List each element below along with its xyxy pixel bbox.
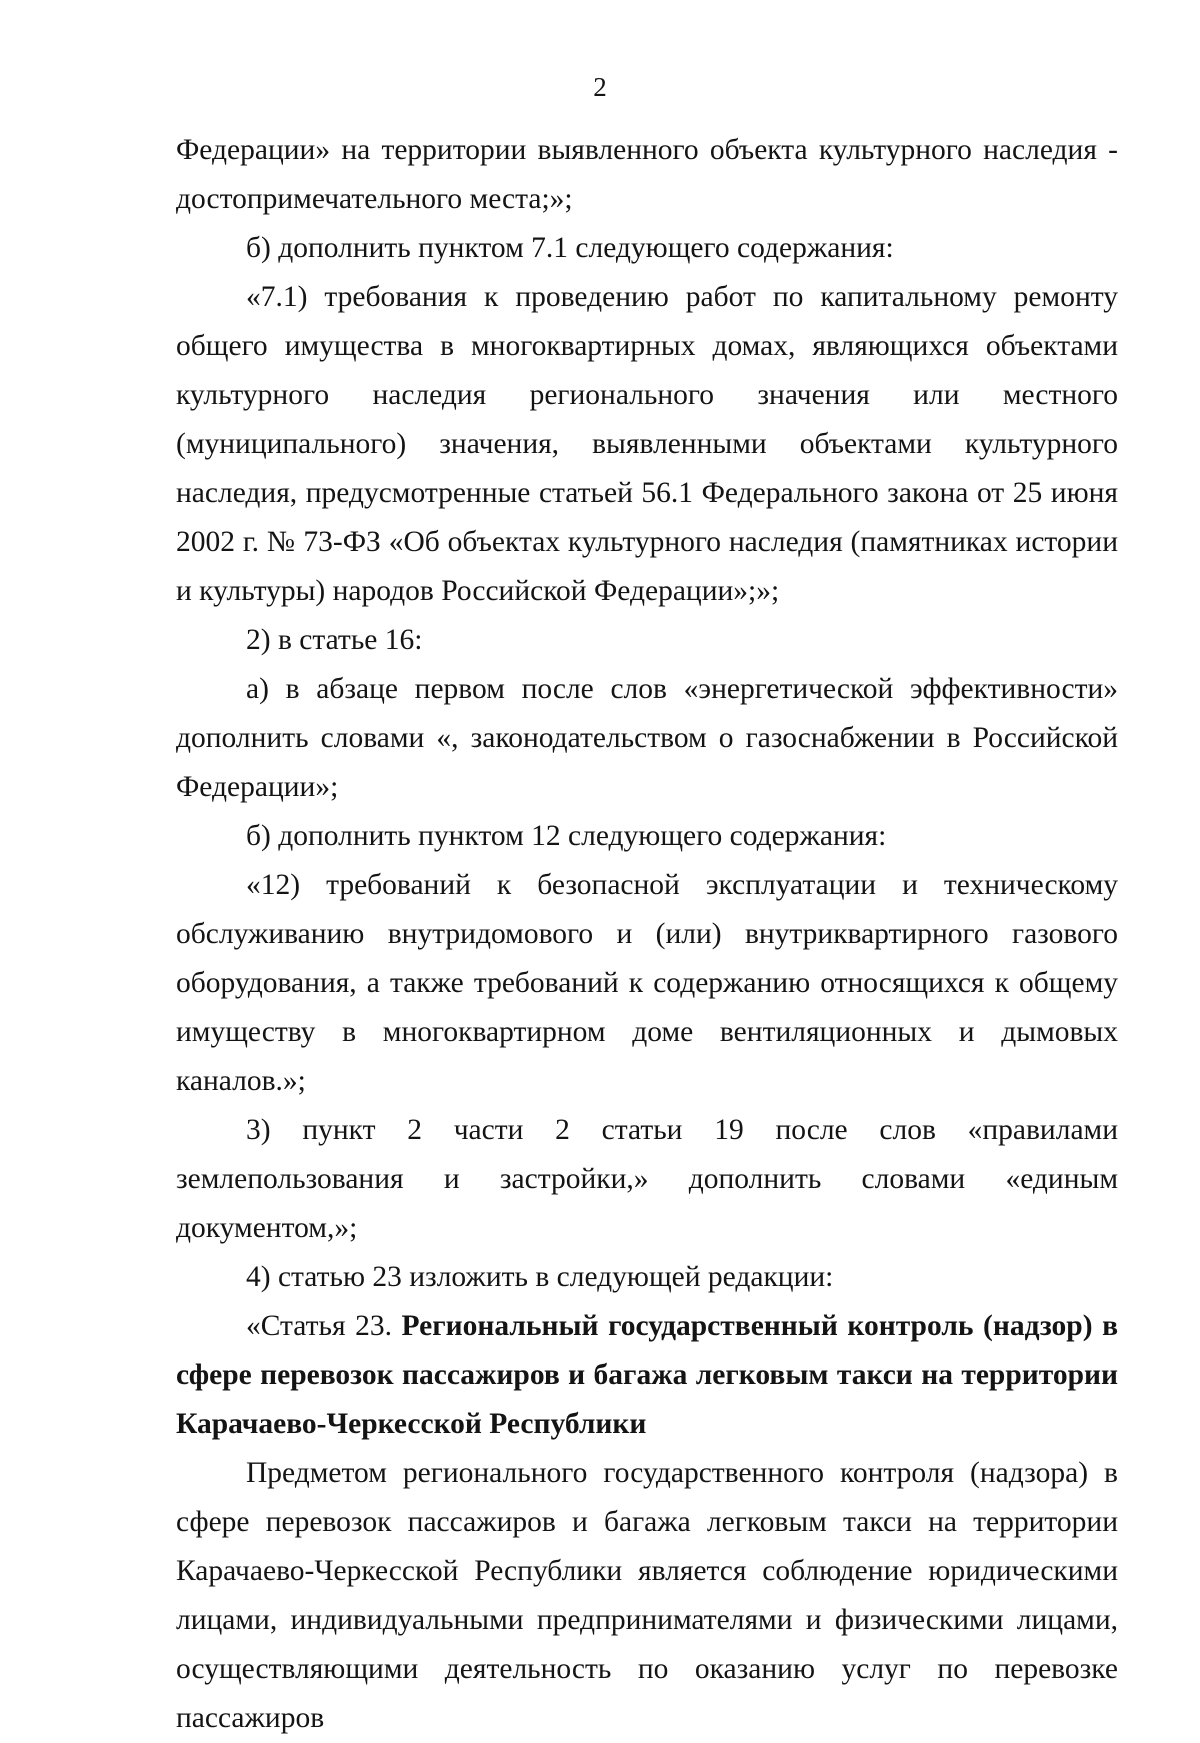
document-body bbox=[176, 126, 1118, 1743]
paragraph-article-23-heading bbox=[176, 1302, 1118, 1449]
paragraph-article-23-intro: 4) статью 23 изложить в следующей редакции: bbox=[246, 1261, 834, 1293]
page-number: 2 bbox=[593, 72, 607, 102]
paragraph-amendment-b: б) дополнить пунктом 7.1 следующего содержания: bbox=[246, 232, 894, 264]
paragraph-amendment-b-12: б) дополнить пунктом 12 следующего содержания: bbox=[246, 820, 887, 852]
paragraph-item-7-1: «7.1) требования к проведению работ по капитальному ремонту общего имущества в многоквартирных домах, являющихся объектами культурного наследия регионального значения или местного (муниципального) значения, выявленными объектами культурного наследия, предусмотренные статьей 56.1 Федерального закона от 25 июня 2002 г. № 73-ФЗ «Об объектах культурного наследия (памятниках истории и культуры) народов Российской Федерации»;»; bbox=[176, 281, 1118, 607]
paragraph-amendment-a: а) в абзаце первом после слов «энергетической эффективности» дополнить словами «, законодательством о газоснабжении в Российской Федерации»; bbox=[176, 673, 1118, 803]
paragraph-article-19: 3) пункт 2 части 2 статьи 19 после слов «правилами землепользования и застройки,» дополнить словами «единым документом,»; bbox=[176, 1114, 1118, 1244]
paragraph-article-23-subject: Предметом регионального государственного контроля (надзора) в сфере перевозок пассажиров и багажа легковым такси на территории Карачаево-Черкесской Республики является соблюдение юридическими лицами, индивидуальными предпринимателями и физическими лицами, осуществляющими деятельность по оказанию услуг по перевозке пассажиров bbox=[176, 1457, 1118, 1734]
paragraph-continuation: Федерации» на территории выявленного объекта культурного наследия - достопримечательного места;»; bbox=[176, 134, 1118, 215]
article-heading-prefix: «Статья 23. bbox=[246, 1310, 402, 1342]
paragraph-article-16: 2) в статье 16: bbox=[246, 624, 423, 656]
paragraph-item-12: «12) требований к безопасной эксплуатации и техническому обслуживанию внутридомового и (или) внутриквартирного газового оборудования, а также требований к содержанию относящихся к общему имуществу в многоквартирном доме вентиляционных и дымовых каналов.»; bbox=[176, 869, 1118, 1097]
article-heading-title: Региональный государственный контроль (надзор) в сфере перевозок пассажиров и багажа легковым такси на территории Карачаево-Черкесской Республики bbox=[176, 1310, 1118, 1440]
